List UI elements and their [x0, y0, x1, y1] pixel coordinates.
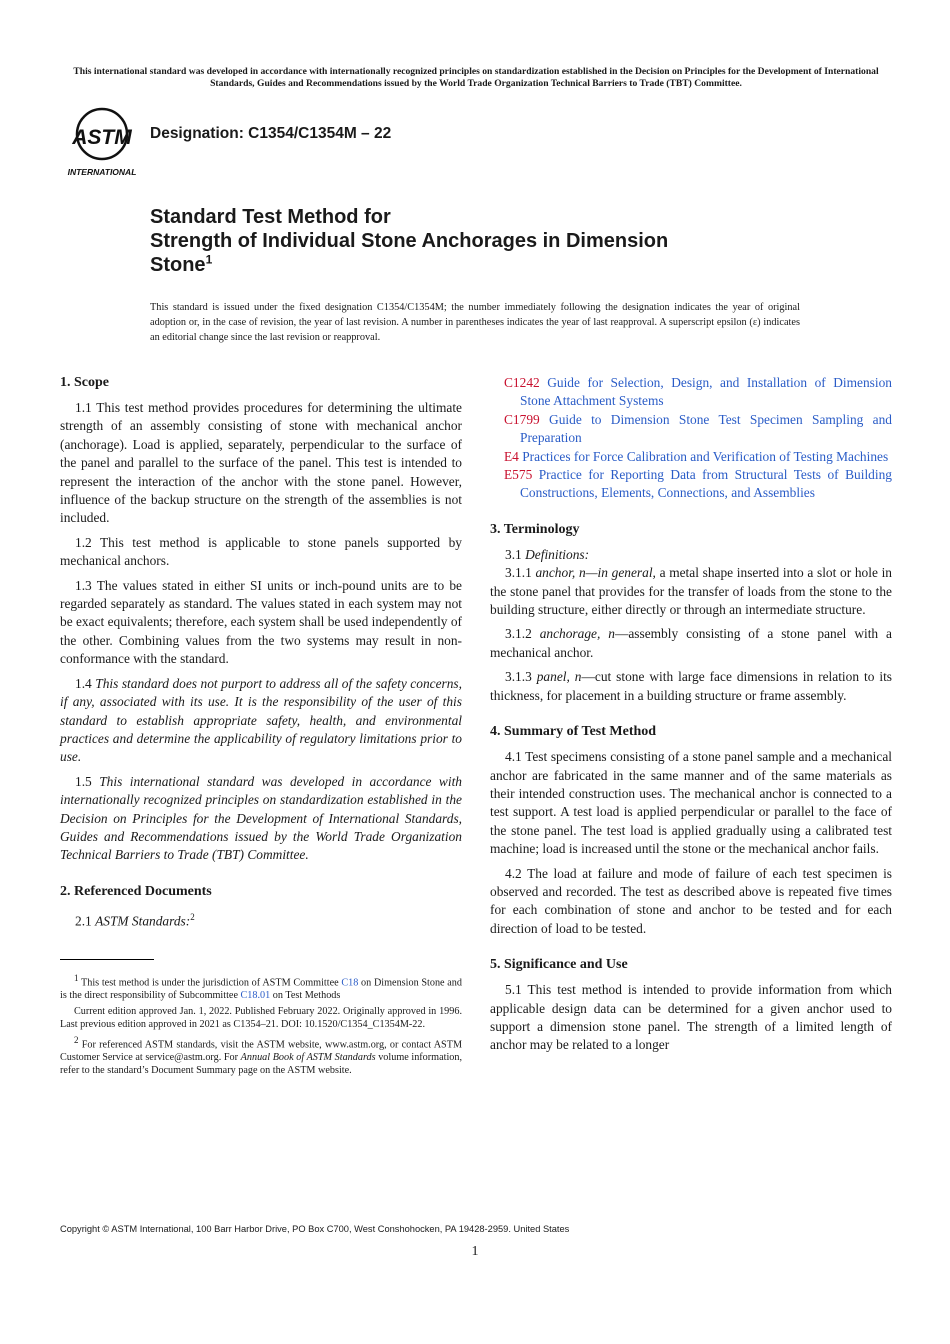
paragraph-4-2: 4.2 The load at failure and mode of failure of each test specimen is observed and recorded. The test as described above is repeated five times for each combination of stone and anchor to be tested and for each direction of load to be tested. — [490, 865, 892, 936]
document-title — [150, 205, 790, 277]
paragraph-1-1: 1.1 This test method provides procedures for determining the ultimate strength of an assembly consisting of stone with mechanical anchor (anchorage). Load is applied, separately, perpendicular to the surface of the panel and parallel to the surface of the panel. This test is intended to represent the interaction of the anchor with the stone panel. However, influence of the backup structure on the strength of the assemblies is not included. — [60, 400, 462, 526]
development-notice: This international standard was developed in accordance with internationally recognized principles on standardization established in the Decision on Principles for the Development of International Standards, Guides and Recommendations issued by the World Trade Organization Technical Barriers to Trade (TBT) Committee. — [73, 66, 879, 89]
paragraph-3-1-2: 3.1.2 anchorage, n—assembly consisting of a stone panel with a mechanical anchor. — [490, 626, 892, 660]
title-line-3: Stone — [150, 254, 206, 276]
paragraph-1-5: 1.5 This international standard was developed in accordance with internationally recognized principles on standardization established in the Decision on Principles for the Development of International Standards, Guides and Recommendations issued by the World Trade Organization Technical Barriers to Trade (TBT) Committee. — [60, 773, 462, 863]
subcommittee-c18-01-link[interactable]: C18.01 — [240, 990, 271, 1002]
paragraph-5-1: 5.1 This test method is intended to provide information from which applicable design data can be determined for a given anchor used to support a dimension stone panel. The strength of a limited length of anchor may be related to a longer — [490, 982, 892, 1053]
paragraph-1-3: 1.3 The values stated in either SI units or inch-pound units are to be regarded separately as standard. The values stated in each system may not be exact equivalents; therefore, each system shall be used independently of the other. Combining values from the two systems may result in non-conformance with the standard. — [60, 577, 462, 667]
paragraph-2-1: 2.1 ASTM Standards:$^2$ — [75, 911, 195, 929]
paragraph-3-1-1: 3.1.1 anchor, n—in general, a metal shape inserted into a slot or hole in the stone panel that provides for the transfer of loads from the stone to the building structure, either directly or through an intermediate structure. — [490, 565, 892, 618]
reference-item[interactable]: E4 Practices for Force Calibration and Verification of Testing Machines — [504, 448, 889, 464]
paragraph-3-1-3: 3.1.3 panel, n—cut stone with large face dimensions in relation to its thickness, for placement in a building structure or frame assembly. — [490, 669, 892, 703]
right-column — [490, 374, 892, 1061]
reference-item[interactable]: E575 Practice for Reporting Data from Structural Tests of Building Constructions, Elements, Connections, and Assemblies — [504, 467, 892, 501]
reference-item[interactable]: C1799 Guide to Dimension Stone Test Specimen Sampling and Preparation — [504, 411, 892, 446]
scope-heading: 1. Scope — [60, 375, 109, 390]
paragraph-1-4: 1.4 This standard does not purport to address all of the safety concerns, if any, associated with its use. It is the responsibility of the user of this standard to establish appropriate safety, health, and environmental practices and determine the applicability of regulatory limitations prior to use. — [60, 675, 462, 765]
terminology-heading: 3. Terminology — [490, 521, 580, 537]
title-line-2: Strength of Individual Stone Anchorages in Dimension — [150, 230, 669, 252]
title-line-1: Standard Test Method for — [150, 206, 391, 228]
paragraph-1-2: 1.2 This test method is applicable to stone panels supported by mechanical anchors. — [60, 534, 462, 569]
summary-heading: 4. Summary of Test Method — [490, 724, 657, 740]
astm-logo — [62, 106, 142, 178]
committee-c18-link[interactable]: C18 — [341, 977, 359, 989]
title-footnote-mark: 1 — [205, 252, 213, 267]
footnote-divider — [60, 959, 154, 960]
reference-item[interactable]: C1242 Guide for Selection, Design, and Installation of Dimension Stone Attachment Systems — [504, 375, 892, 409]
footnote-edition: Current edition approved Jan. 1, 2022. Published February 2022. Originally approved in 1996. Last previous edition approved in 2021 as C1354–21. DOI: 10.1520/C1354_C1354M-22. — [60, 1006, 462, 1031]
reference-list — [490, 374, 892, 503]
page-number: 1 — [471, 1244, 479, 1259]
designation: Designation: C1354/C1354M – 22 — [150, 125, 392, 142]
significance-heading: 5. Significance and Use — [490, 957, 628, 973]
copyright-footer: Copyright © ASTM International, 100 Barr Harbor Drive, PO Box C700, West Conshohocken, PA 19428-2959. United States — [60, 1224, 570, 1234]
svg-text:ASTM: ASTM — [72, 126, 132, 149]
referenced-documents-heading: 2. Referenced Documents — [60, 883, 212, 899]
issue-note: This standard is issued under the fixed designation C1354/C1354M; the number immediately following the designation indicates the year of original adoption or, in the case of revision, the year of last revision. A number in parentheses indicates the year of last reapproval. A superscript epsilon (ε) indicates an editorial change since the last revision or reapproval. — [150, 302, 800, 343]
svg-text:INTERNATIONAL: INTERNATIONAL — [67, 167, 137, 177]
paragraph-3-1: 3.1 Definitions: — [505, 546, 590, 562]
paragraph-4-1: 4.1 Test specimens consisting of a stone panel sample and a mechanical anchor are fabricated in the same manner and of the same materials as their intended construction uses. The mechanical anchor is connected to a test support. A test load is applied perpendicular or parallel to the face of the stone panel. The test load is applied gradually using a calibrated test machine; load is increased until the stone or the mechanical anchor fails. — [490, 749, 892, 857]
footnote-2: $^2$ For referenced ASTM standards, visit the ASTM website, www.astm.org, or contact ASTM Customer Service at service@astm.org. For Annual Book of ASTM Standards volume information, refer to the standard’s Document Summary page on the ASTM website. — [60, 1035, 463, 1077]
footnote-1: $^1$ This test method is under the jurisdiction of ASTM Committee C18 on Dimension Stone and is the direct responsibility of Subcommittee C18.01 on Test Methods — [60, 972, 462, 1002]
left-column — [60, 374, 462, 1080]
